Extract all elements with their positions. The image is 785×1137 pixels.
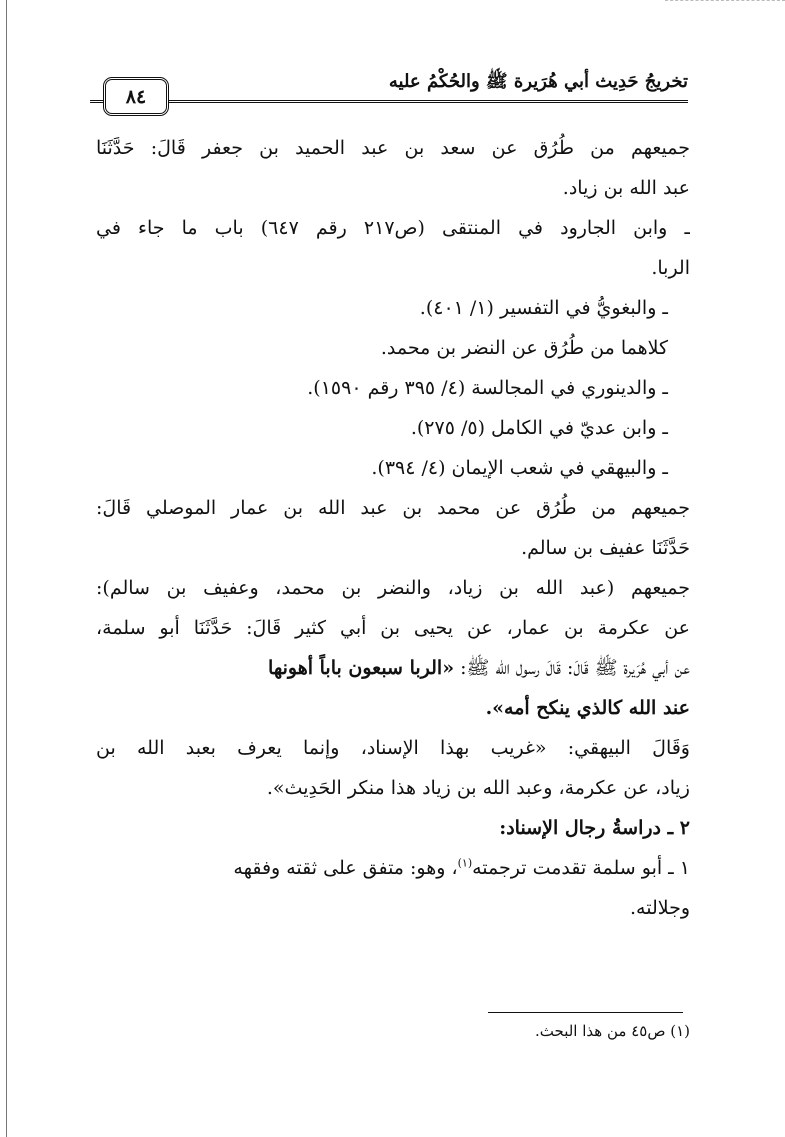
text-line: جميعهم من طُرُق عن سعد بن عبد الحميد بن جعفر قَالَ: حَدَّثَنَا <box>96 137 690 159</box>
hadith-text: «الربا سبعون باباً أهونها <box>268 657 455 679</box>
text-segment: ١ ـ أبو سلمة تقدمت ترجمته <box>472 857 690 879</box>
footnote: (١) ص٤٥ من هذا البحث. <box>535 1022 690 1040</box>
text-line: ـ والدينوري في المجالسة (٤/ ٣٩٥ رقم ١٥٩٠). <box>307 377 668 399</box>
page-edge-line <box>6 0 7 1137</box>
main-text <box>96 128 690 928</box>
text-line: ـ وابن الجارود في المنتقى (ص٢١٧ رقم ٦٤٧) باب ما جاء في <box>96 217 690 239</box>
text-line: حَدَّثَنَا عفيف بن سالم. <box>521 537 690 559</box>
page-number-box <box>103 77 169 116</box>
header-title: تخريجُ حَدِيث أبي هُرَيرة ﷺ والحُكْمُ عليه <box>388 71 688 92</box>
header-rule <box>90 100 688 103</box>
page-number: ٨٤ <box>125 85 147 108</box>
text-line: عبد الله بن زياد. <box>562 177 690 199</box>
text-line: وجلالته. <box>629 897 690 919</box>
text-line: جميعهم من طُرُق عن محمد بن عبد الله بن عمار الموصلي قَالَ: <box>96 497 690 519</box>
hadith-line <box>96 648 690 688</box>
text-segment: ، وهو: متفق على ثقته وفقهه <box>233 857 458 879</box>
text-line-with-footnote <box>96 848 690 888</box>
text-segment: عن أبي هُرَيرة ﷺ قَالَ: قَالَ رسول الله ﷺ: <box>454 657 690 679</box>
footnote-rule <box>488 1012 683 1013</box>
text-line: وَقَالَ البيهقي: «غريب بهذا الإسناد، وإنما يعرف بعبد الله بن <box>96 737 690 759</box>
text-line: كلاهما من طُرُق عن النضر بن محمد. <box>380 337 668 359</box>
text-line: ـ وابن عديّ في الكامل (٥/ ٢٧٥). <box>410 417 668 439</box>
text-line: ـ والبيهقي في شعب الإيمان (٤/ ٣٩٤). <box>371 457 668 479</box>
text-line: الربا. <box>651 257 690 279</box>
text-line: جميعهم (عبد الله بن زياد، والنضر بن محمد، وعفيف بن سالم): <box>96 577 690 599</box>
section-heading: ٢ ـ دراسةُ رجال الإسناد: <box>499 817 690 839</box>
hadith-text-continued: عند الله كالذي ينكح أمه». <box>485 697 690 719</box>
running-header <box>90 60 688 120</box>
text-line: عن عكرمة بن عمار، عن يحيى بن أبي كثير قَالَ: حَدَّثَنَا أبو سلمة، <box>96 617 690 639</box>
crop-mark <box>665 0 785 19</box>
text-line: ـ والبغويُّ في التفسير (١/ ٤٠١). <box>419 297 668 319</box>
text-line: زياد، عن عكرمة، وعبد الله بن زياد هذا منكر الحَدِيث». <box>266 777 690 799</box>
footnote-marker: (١) <box>457 856 473 870</box>
